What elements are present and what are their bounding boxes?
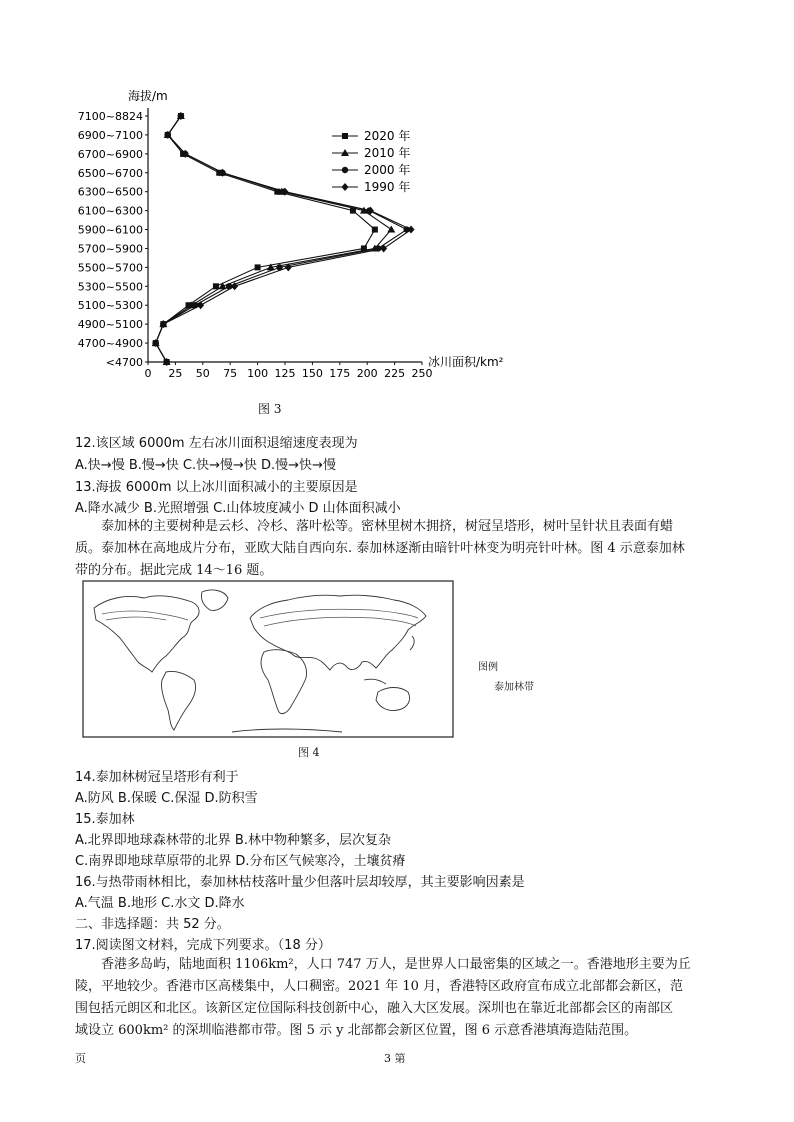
x-tick-label: 175 (329, 367, 351, 380)
y-tick-label: 5300~5500 (77, 280, 143, 294)
y-tick-label: 5700~5900 (77, 242, 143, 256)
y-tick-label: 4700~4900 (77, 337, 143, 351)
legend-label: 2000 年 (364, 163, 411, 177)
x-tick-label: 0 (144, 367, 152, 380)
y-tick-label: 6100~6300 (77, 204, 143, 218)
y-tick-label: 6900~7100 (77, 128, 143, 142)
material-line: 围包括元朗区和北区。该新区定位国际科技创新中心，融入大区发展。深圳也在靠近北部都会区的南部区 (75, 1001, 674, 1016)
data-point (387, 226, 395, 233)
chart-legend (332, 128, 410, 194)
data-point (372, 227, 378, 233)
series-triangle (152, 112, 396, 365)
y-axis-title: 海拔/m (128, 89, 168, 103)
x-tick-label: 50 (195, 367, 210, 380)
data-point (255, 264, 261, 270)
material-line: 域设立 600km² 的深圳临港都市带。图 5 示 y 北部都会新区位置，图 6 示意香港填海造陆范围。 (75, 1023, 638, 1038)
question-15-stem: 15.泰加林 (75, 812, 135, 827)
data-point (342, 167, 348, 173)
x-tick-label: 25 (168, 367, 183, 380)
question-14-stem: 14.泰加林树冠呈塔形有利于 (75, 770, 239, 785)
question-15-options-1: A.北界即地球森林带的北界 B.林中物种繁多，层次复杂 (75, 833, 391, 848)
y-tick-label: 4900~5100 (77, 318, 143, 332)
y-tick-label: 5900~6100 (77, 223, 143, 237)
legend-label: 2020 年 (364, 129, 411, 143)
legend-label: 2010 年 (364, 146, 411, 160)
x-tick-label: 200 (356, 367, 378, 380)
y-tick-label: <4700 (105, 356, 143, 369)
y-tick-label: 5100~5300 (77, 299, 143, 313)
data-point (380, 244, 387, 252)
figure-3-chart (60, 80, 540, 390)
data-point (342, 183, 349, 191)
x-tick-label: 75 (223, 367, 238, 380)
y-tick-labels (78, 110, 148, 369)
data-point (197, 301, 204, 309)
figure-4-caption: 图 4 (298, 746, 320, 759)
question-15-options-2: C.南界即地球草原带的北界 D.分布区气候寒冷，土壤贫瘠 (75, 854, 406, 869)
intro-line: 质。泰加林在高地成片分布，亚欧大陆自西向东. 泰加林逐渐由暗针叶林变为明亮针叶林。图 4 示意泰加林 (75, 541, 685, 556)
question-14-options: A.防风 B.保暖 C.保湿 D.防积雪 (75, 791, 258, 806)
taiga-intro-paragraph (75, 516, 725, 582)
intro-line: 带的分布。据此完成 14～16 题。 (75, 563, 273, 578)
footer-left: 页 (75, 1052, 86, 1065)
map-legend-title: 图例 (478, 662, 498, 673)
question-16-options: A.气温 B.地形 C.水文 D.降水 (75, 896, 245, 911)
page-number: 3 第 (384, 1052, 406, 1065)
x-tick-label: 125 (274, 367, 296, 380)
question-13-options: A.降水减少 B.光照增强 C.山体坡度减小 D 山体面积减小 (75, 501, 401, 516)
x-tick-label: 100 (247, 367, 269, 380)
section-2-title: 二、非选择题：共 52 分。 (75, 917, 230, 932)
map-frame (83, 581, 453, 737)
x-tick-label: 250 (411, 367, 433, 380)
figure-4-world-map (82, 580, 454, 738)
material-line: 陵，平地较少。香港市区高楼集中，人口稠密。2021 年 10 月，香港特区政府宣布成立北部都会新区，范 (75, 979, 684, 994)
question-12-stem: 12.该区域 6000m 左右冰川面积退缩速度表现为 (75, 436, 358, 451)
question-17-stem: 17.阅读图文材料，完成下列要求。（18 分） (75, 938, 331, 953)
intro-line: 泰加林的主要树种是云杉、冷杉、落叶松等。密林里树木拥挤，树冠呈塔形，树叶呈针状且表面有蜡 (101, 519, 674, 534)
x-tick-labels (145, 362, 433, 380)
y-tick-label: 7100~8824 (77, 110, 143, 123)
map-legend-item: 泰加林带 (494, 682, 534, 693)
material-line: 香港多岛屿，陆地面积 1106km²，人口 747 万人，是世界人口最密集的区域之一。香港地形主要为丘 (101, 957, 691, 972)
question-17-material (75, 954, 725, 1042)
data-point (342, 133, 348, 139)
figure-3-caption: 图 3 (258, 402, 282, 416)
legend-label: 1990 年 (364, 180, 411, 194)
question-13-stem: 13.海拔 6000m 以上冰川面积减小的主要原因是 (75, 480, 358, 495)
x-axis-title: 冰川面积/km² (428, 355, 504, 369)
x-tick-label: 150 (301, 367, 323, 380)
data-point (213, 283, 219, 289)
x-tick-label: 225 (384, 367, 406, 380)
question-12-options: A.快→慢 B.慢→快 C.快→慢→快 D.慢→快→慢 (75, 458, 336, 473)
y-tick-label: 6700~6900 (77, 147, 143, 161)
y-tick-label: 5500~5700 (77, 261, 143, 275)
question-16-stem: 16.与热带雨林相比，泰加林枯枝落叶量少但落叶层却较厚，其主要影响因素是 (75, 875, 525, 890)
data-point (408, 226, 415, 234)
y-tick-label: 6300~6500 (77, 185, 143, 199)
y-tick-label: 6500~6700 (77, 166, 143, 180)
